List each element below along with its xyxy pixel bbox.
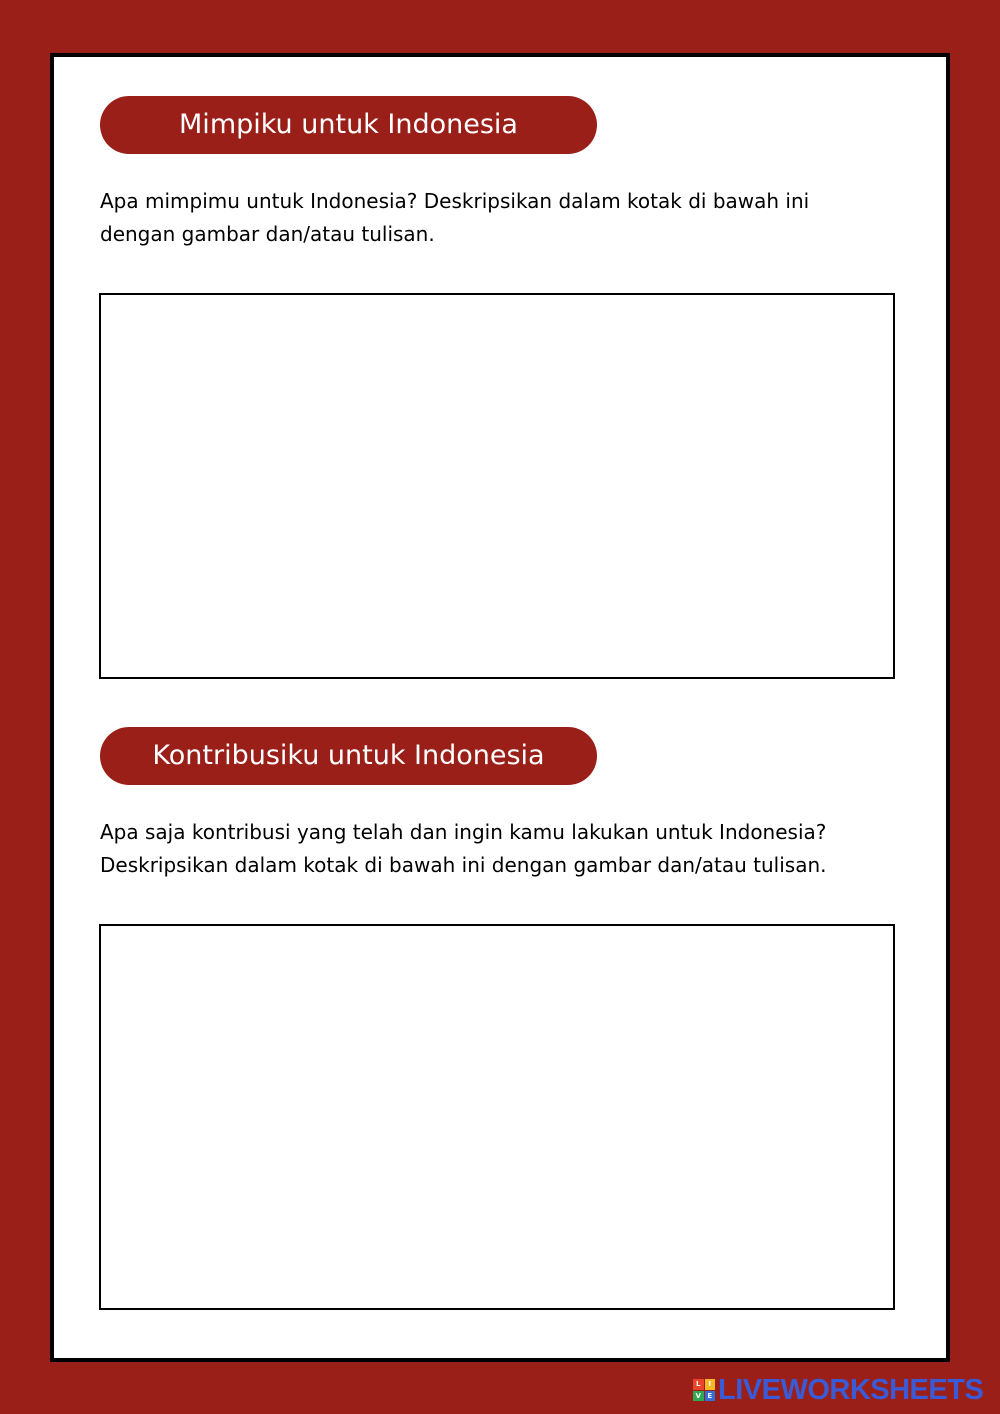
logo-letter-e: E bbox=[705, 1391, 716, 1402]
section-title-dream: Mimpiku untuk Indonesia bbox=[100, 96, 597, 154]
liveworksheets-logo-icon bbox=[693, 1379, 715, 1401]
instruction-contribution-line1: Apa saja kontribusi yang telah dan ingin kamu lakukan untuk Indonesia? bbox=[100, 820, 827, 844]
instruction-contribution-line2: Deskripsikan dalam kotak di bawah ini dengan gambar dan/atau tulisan. bbox=[100, 853, 827, 877]
section-title-contribution: Kontribusiku untuk Indonesia bbox=[100, 727, 597, 785]
logo-letter-i: I bbox=[705, 1379, 716, 1390]
logo-letter-v: V bbox=[693, 1391, 704, 1402]
instruction-contribution bbox=[100, 816, 880, 882]
answer-box-dream[interactable] bbox=[99, 293, 895, 679]
instruction-dream-line2: dengan gambar dan/atau tulisan. bbox=[100, 222, 435, 246]
worksheet-page bbox=[50, 53, 950, 1362]
liveworksheets-watermark bbox=[693, 1374, 983, 1406]
logo-letter-l: L bbox=[693, 1379, 704, 1390]
answer-box-contribution[interactable] bbox=[99, 924, 895, 1310]
watermark-text: LIVEWORKSHEETS bbox=[718, 1374, 984, 1406]
instruction-dream bbox=[100, 185, 880, 251]
instruction-dream-line1: Apa mimpimu untuk Indonesia? Deskripsikan dalam kotak di bawah ini bbox=[100, 189, 810, 213]
